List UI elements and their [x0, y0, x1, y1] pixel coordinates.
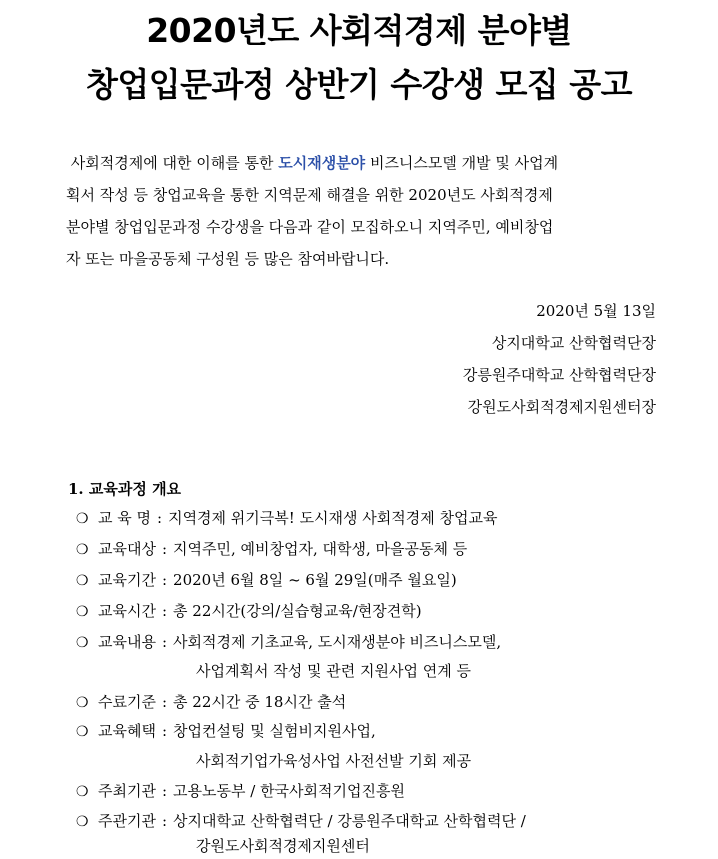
intro-line-4: 자 또는 마을공동체 구성원 등 많은 참여바랍니다. [66, 250, 390, 268]
item-value: 상지대학교 산학협력단 / 강릉원주대학교 산학협력단 / [173, 812, 526, 830]
item-label: 교육시간 [98, 602, 156, 620]
circle-bullet-icon: ❍ [76, 784, 89, 800]
intro-line-2: 획서 작성 등 창업교육을 통한 지역문제 해결을 위한 2020년도 사회적경제 [66, 186, 553, 204]
item-label: 교 육 명 [98, 509, 152, 527]
intro-line-1 [66, 147, 658, 179]
item-label: 교육기간 [98, 571, 156, 589]
list-item-hours: ❍ 교육시간 : 총 22시간(강의/실습형교육/현장견학) [76, 599, 422, 623]
signatory-2: 강릉원주대학교 산학협력단장 [462, 366, 656, 384]
list-item-content: ❍ 교육내용 : 사회적경제 기초교육, 도시재생분야 비즈니스모델, [76, 630, 501, 654]
circle-bullet-icon: ❍ [76, 604, 89, 620]
signatory-1: 상지대학교 산학협력단장 [491, 334, 656, 352]
item-value: 총 22시간 중 18시간 출석 [173, 693, 347, 711]
circle-bullet-icon: ❍ [76, 724, 89, 740]
item-label: 교육혜택 [98, 722, 156, 740]
circle-bullet-icon: ❍ [76, 542, 89, 558]
item-value: 지역주민, 예비창업자, 대학생, 마을공동체 등 [173, 540, 468, 558]
item-value-continued: 강원도사회적경제지원센터 [196, 837, 370, 855]
section-title: 1. 교육과정 개요 [68, 480, 182, 498]
intro-text: 비즈니스모델 개발 및 사업계 [365, 154, 559, 172]
page-title-line-2: 창업입문과정 상반기 수강생 모집 공고 [85, 65, 632, 104]
item-value: 지역경제 위기극복! 도시재생 사회적경제 창업교육 [168, 509, 498, 527]
item-value: 고용노동부 / 한국사회적기업진흥원 [173, 782, 405, 800]
item-label: 주최기관 [98, 782, 156, 800]
item-value: 총 22시간(강의/실습형교육/현장견학) [173, 602, 422, 620]
item-label: 교육대상 [98, 540, 156, 558]
list-item-course-name: ❍ 교 육 명 : 지역경제 위기극복! 도시재생 사회적경제 창업교육 [76, 506, 497, 530]
item-value-continued: 사회적기업가육성사업 사전선발 기회 제공 [196, 752, 472, 770]
circle-bullet-icon: ❍ [76, 695, 89, 711]
item-value: 2020년 6월 8일 ~ 6월 29일(매주 월요일) [173, 571, 457, 589]
intro-highlight: 도시재생분야 [278, 154, 366, 172]
circle-bullet-icon: ❍ [76, 635, 89, 651]
intro-text: 사회적경제에 대한 이해를 통한 [70, 154, 279, 172]
page-title-line-1: 2020년도 사회적경제 분야별 [146, 11, 572, 50]
list-item-target: ❍ 교육대상 : 지역주민, 예비창업자, 대학생, 마을공동체 등 [76, 537, 467, 561]
announcement-date: 2020년 5월 13일 [536, 302, 656, 320]
item-label: 수료기준 [98, 693, 156, 711]
list-item-completion: ❍ 수료기준 : 총 22시간 중 18시간 출석 [76, 690, 346, 714]
intro-line-3: 분야별 창업입문과정 수강생을 다음과 같이 모집하오니 지역주민, 예비창업 [66, 218, 554, 236]
item-value: 창업컨설팅 및 실험비지원사업, [173, 722, 376, 740]
list-item-organizer: ❍ 주관기관 : 상지대학교 산학협력단 / 강릉원주대학교 산학협력단 / [76, 809, 526, 833]
circle-bullet-icon: ❍ [76, 573, 89, 589]
list-item-benefits: ❍ 교육혜택 : 창업컨설팅 및 실험비지원사업, [76, 719, 376, 743]
signatory-3: 강원도사회적경제지원센터장 [467, 398, 656, 416]
item-value: 사회적경제 기초교육, 도시재생분야 비즈니스모델, [173, 633, 502, 651]
circle-bullet-icon: ❍ [76, 814, 89, 830]
item-label: 교육내용 [98, 633, 156, 651]
item-label: 주관기관 [98, 812, 156, 830]
item-value-continued: 사업계획서 작성 및 관련 지원사업 연계 등 [196, 662, 471, 680]
list-item-period: ❍ 교육기간 : 2020년 6월 8일 ~ 6월 29일(매주 월요일) [76, 568, 457, 592]
circle-bullet-icon: ❍ [76, 511, 89, 527]
list-item-host: ❍ 주최기관 : 고용노동부 / 한국사회적기업진흥원 [76, 779, 405, 803]
